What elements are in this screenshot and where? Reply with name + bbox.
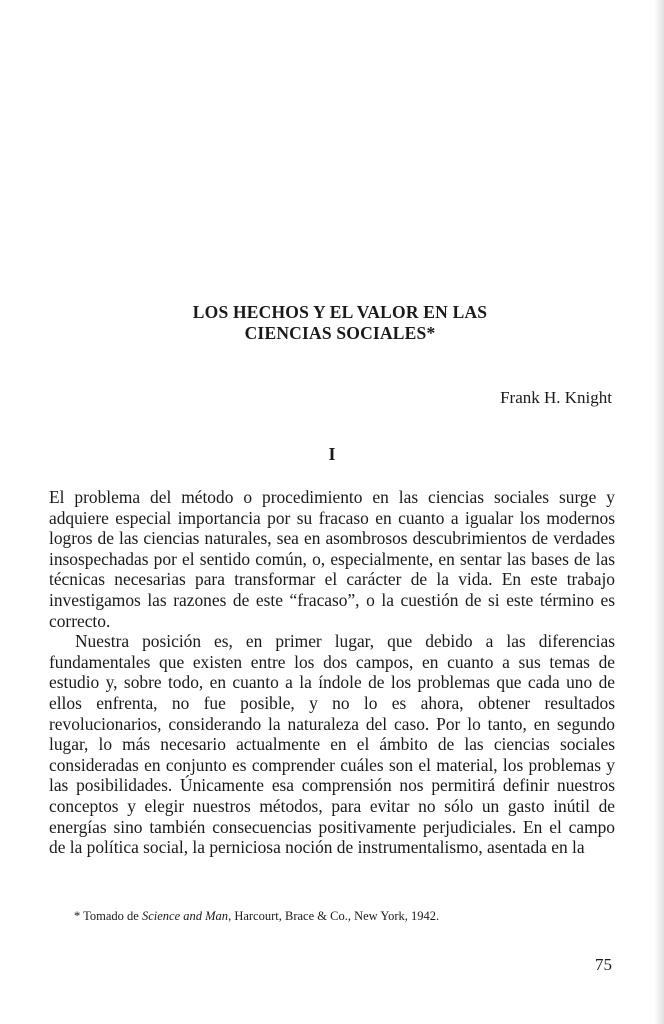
footnote-prefix: * Tomado de [74, 909, 142, 923]
section-number: I [328, 444, 336, 464]
page-edge-shadow [654, 0, 664, 1024]
paragraph-1: El problema del método o procedimiento en las ciencias sociales surge y adquiere especial importancia por su fracaso en cuanto a igualar los modernos logros de las ciencias naturales, sea en asombrosos descubrimientos de verdades insospechadas por el sentido común, o, especialmente, en sentar las bases de las técnicas necesarias para transformar el carácter de la vida. En este trabajo investigamos las razones de este “fracaso”, o la cuestión de si este término es correcto. [49, 487, 615, 631]
article-title [100, 302, 580, 344]
footnote-suffix: , Harcourt, Brace & Co., New York, 1942. [228, 909, 440, 923]
footnote [74, 909, 439, 924]
title-line-2: CIENCIAS SOCIALES* [244, 323, 436, 343]
author-name: Frank H. Knight [500, 388, 612, 407]
page-number: 75 [595, 955, 612, 974]
footnote-book-title: Science and Man [141, 909, 229, 923]
paragraph-2: Nuestra posición es, en primer lugar, que debido a las diferencias fundamentales que existen entre los dos campos, en cuanto a sus temas de estudio y, sobre todo, en cuanto a la índole de los problemas que cada uno de ellos enfrenta, no fue posible, y no lo es ahora, obtener resultados revolucionarios, considerando la naturaleza del caso. Por lo tanto, en segundo lugar, lo más necesario actualmente en el ámbito de las ciencias sociales consideradas en conjunto es comprender cuáles son el material, los problemas y las posibilidades. Únicamente esa comprensión nos permitirá definir nuestros conceptos y elegir nuestros métodos, para evitar no sólo un gasto inútil de energías sino también consecuencias positivamente perjudiciales. En el campo de la política social, la perniciosa noción de instrumentalismo, asentada en la [49, 631, 615, 858]
body-text [49, 487, 615, 858]
title-line-1: LOS HECHOS Y EL VALOR EN LAS [192, 302, 488, 322]
